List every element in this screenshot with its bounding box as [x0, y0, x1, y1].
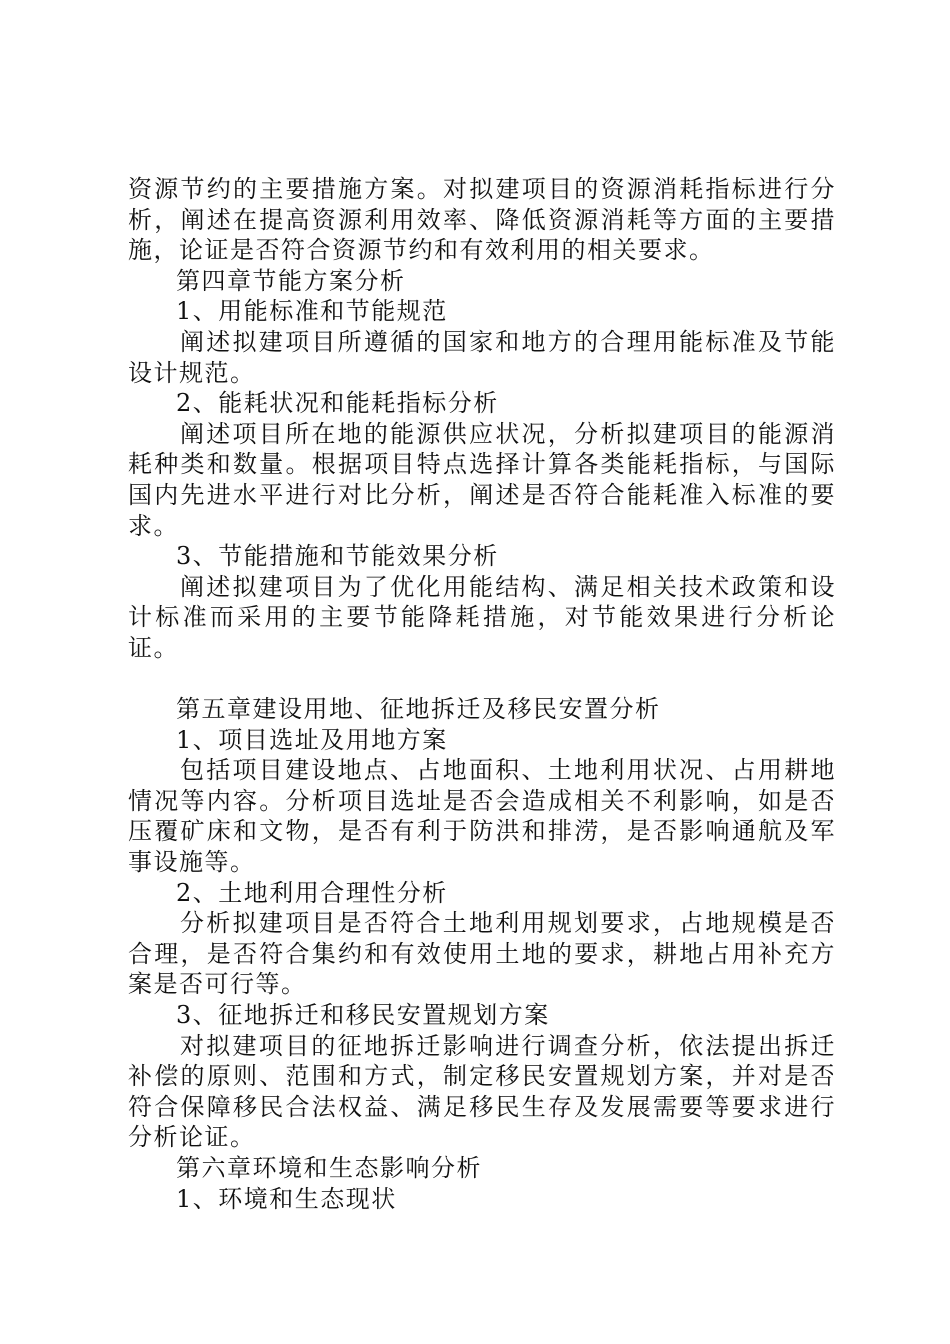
- section-4-1-body: 阐述拟建项目所遵循的国家和地方的合理用能标准及节能设计规范。: [128, 327, 836, 387]
- section-6-1-heading: 1、环境和生态现状: [176, 1184, 397, 1213]
- blank-line: [128, 664, 836, 695]
- section-4-3-body: 阐述拟建项目为了优化用能结构、满足相关技术政策和设计标准而采用的主要节能降耗措施，对节能效果进行分析论证。: [128, 572, 836, 662]
- section-5-3-heading: 3、征地拆迁和移民安置规划方案: [176, 1001, 550, 1030]
- section-4-3-heading: 3、节能措施和节能效果分析: [176, 542, 499, 571]
- section-5-1-body: 包括项目建设地点、占地面积、土地利用状况、占用耕地情况等内容。分析项目选址是否会造成相关不利影响，如是否压覆矿床和文物，是否有利于防洪和排涝，是否影响通航及军事设施等。: [128, 756, 836, 877]
- section-4-2-body: 阐述项目所在地的能源供应状况，分析拟建项目的能源消耗种类和数量。根据项目特点选择计算各类能耗指标，与国际国内先进水平进行对比分析，阐述是否符合能耗准入标准的要求。: [128, 419, 836, 540]
- document-body: [128, 174, 836, 1214]
- section-5-1-heading: 1、项目选址及用地方案: [176, 725, 448, 754]
- chapter-5-heading: 第五章建设用地、征地拆迁及移民安置分析: [176, 695, 661, 724]
- section-5-3-body: 对拟建项目的征地拆迁影响进行调查分析，依法提出拆迁补偿的原则、范围和方式，制定移民安置规划方案，并对是否符合保障移民合法权益、满足移民生存及发展需要等要求进行分析论证。: [128, 1031, 836, 1152]
- chapter-6-heading: 第六章环境和生态影响分析: [176, 1154, 482, 1182]
- section-5-2-heading: 2、土地利用合理性分析: [176, 878, 448, 907]
- section-4-2-heading: 2、能耗状况和能耗指标分析: [176, 389, 499, 418]
- paragraph-resource-saving-continued: 资源节约的主要措施方案。对拟建项目的资源消耗指标进行分析，阐述在提高资源利用效率、降低资源消耗等方面的主要措施，论证是否符合资源节约和有效利用的相关要求。: [128, 175, 836, 265]
- chapter-4-heading: 第四章节能方案分析: [176, 266, 406, 295]
- section-4-1-heading: 1、用能标准和节能规范: [176, 297, 448, 326]
- section-5-2-body: 分析拟建项目是否符合土地利用规划要求，占地规模是否合理，是否符合集约和有效使用土地的要求，耕地占用补充方案是否可行等。: [128, 909, 836, 999]
